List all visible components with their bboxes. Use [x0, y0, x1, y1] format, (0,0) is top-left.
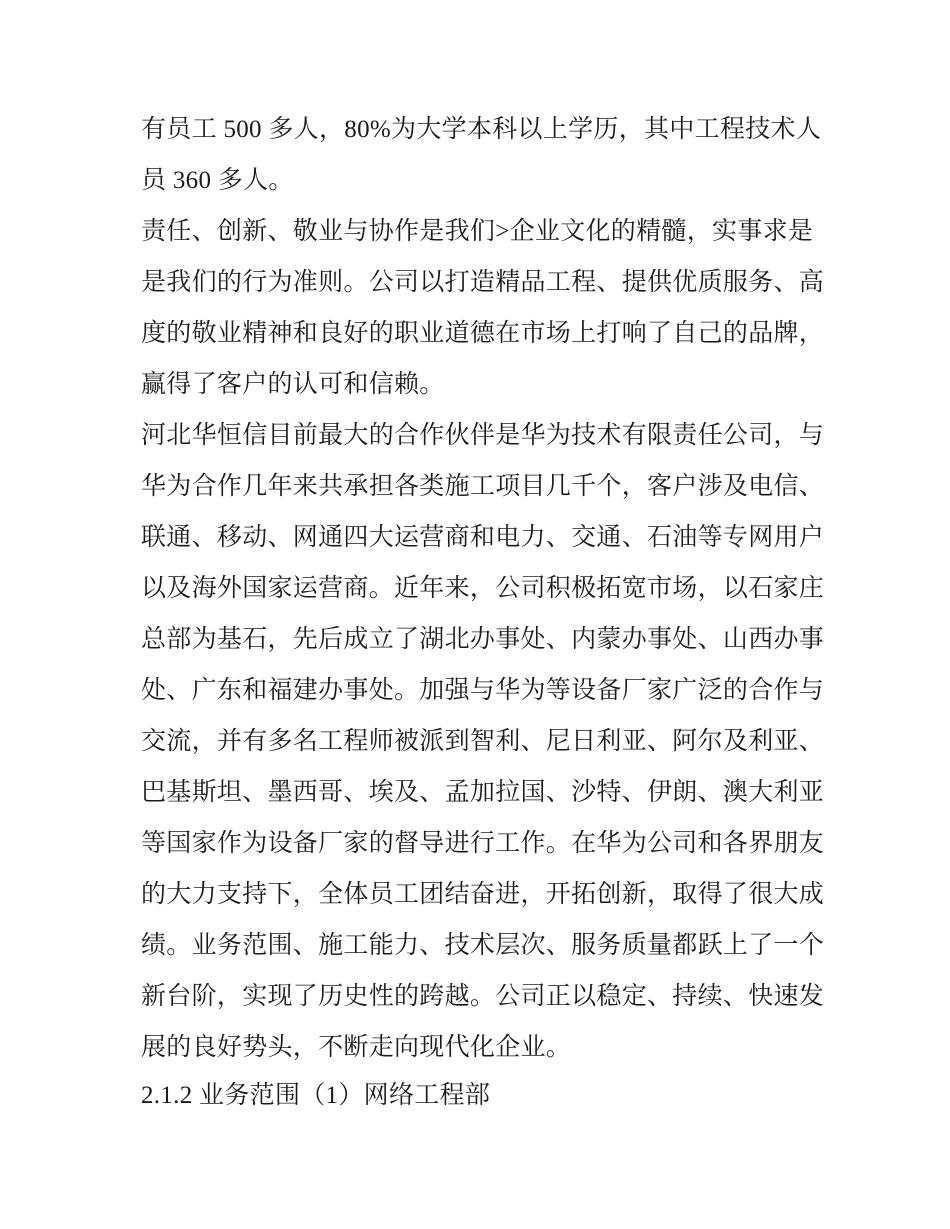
text-line: 责任、创新、敬业与协作是我们>企业文化的精髓，实事求是: [141, 218, 814, 245]
text-line: 等国家作为设备厂家的督导进行工作。在华为公司和各界朋友: [141, 830, 825, 857]
text-line: 展的良好势头，不断走向现代化企业。: [141, 1034, 572, 1061]
text-line: 处、广东和福建办事处。加强与华为等设备厂家广泛的合作与: [141, 677, 825, 704]
text-line: 交流，并有多名工程师被派到智利、尼日利亚、阿尔及利亚、: [141, 728, 825, 755]
text-line: 员 360 多人。: [141, 167, 294, 194]
text-line: 度的敬业精神和良好的职业道德在市场上打响了自己的品牌，: [141, 320, 825, 347]
text-line: 有员工 500 多人，80%为大学本科以上学历，其中工程技术人: [141, 116, 822, 143]
text-line: 华为合作几年来共承担各类施工项目几千个，客户涉及电信、: [141, 473, 825, 500]
text-line: 绩。业务范围、施工能力、技术层次、服务质量都跃上了一个: [141, 932, 825, 959]
text-line: 联通、移动、网通四大运营商和电力、交通、石油等专网用户: [141, 524, 825, 551]
text-line: 总部为基石，先后成立了湖北办事处、内蒙办事处、山西办事: [141, 626, 825, 653]
text-line: 赢得了客户的认可和信赖。: [141, 371, 445, 398]
text-line: 河北华恒信目前最大的合作伙伴是华为技术有限责任公司，与: [141, 422, 825, 449]
text-line: 新台阶，实现了历史性的跨越。公司正以稳定、持续、快速发: [141, 983, 825, 1010]
text-line: 巴基斯坦、墨西哥、埃及、孟加拉国、沙特、伊朗、澳大利亚: [141, 779, 825, 806]
text-line: 是我们的行为准则。公司以打造精品工程、提供优质服务、高: [141, 269, 825, 296]
text-line: 以及海外国家运营商。近年来，公司积极拓宽市场，以石家庄: [141, 575, 825, 602]
section-heading: 2.1.2 业务范围（1）网络工程部: [141, 1082, 491, 1109]
text-line: 的大力支持下，全体员工团结奋进，开拓创新，取得了很大成: [141, 881, 825, 908]
